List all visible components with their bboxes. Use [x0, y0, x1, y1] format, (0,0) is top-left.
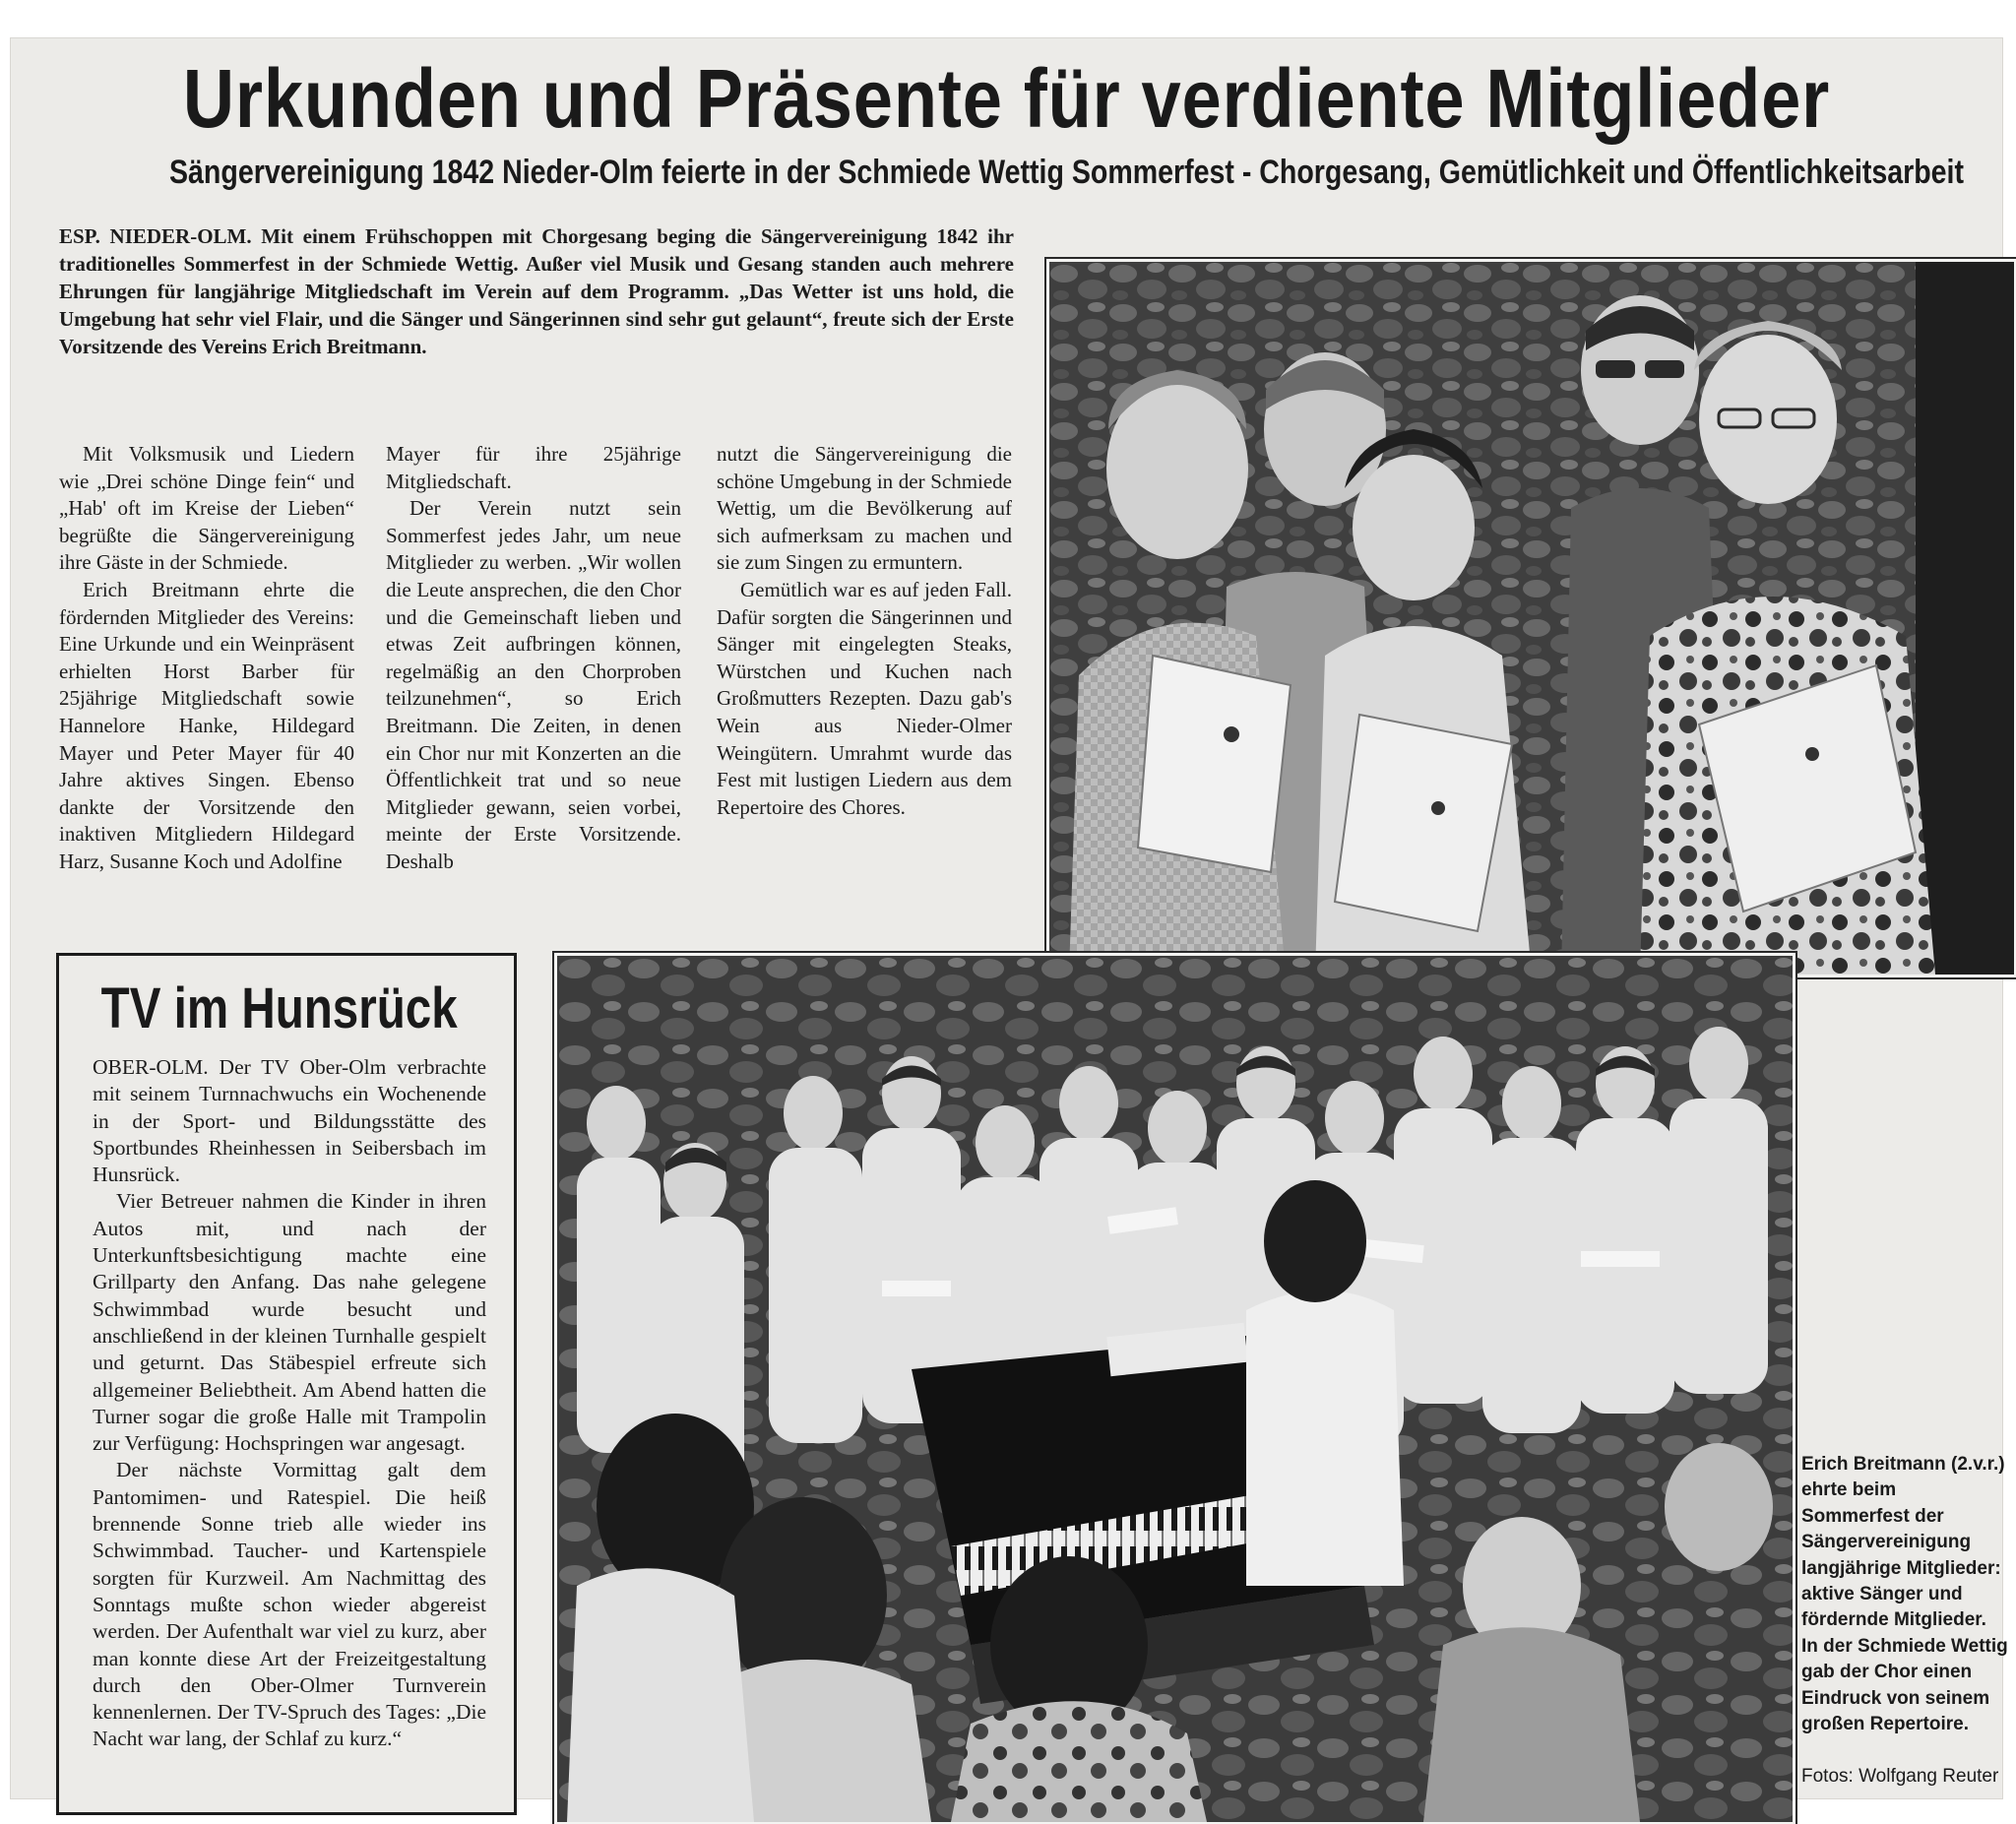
- photo-choir-piano-image: [557, 956, 1793, 1822]
- sidebar-title: TV im Hunsrück: [100, 976, 458, 1040]
- paragraph: Gemütlich war es auf jeden Fall. Dafür sorgten die Sängerinnen und Sänger mit eingelegten Steaks, Würstchen und Kuchen nach Großmutters Rezepten. Dazu gab's Wein aus Nieder-Olmer Weingütern. Umrahmt wurde das Fest mit lustigen Liedern aus dem Repertoire des Chores.: [717, 577, 1012, 819]
- photo-credit: Fotos: Wolfgang Reuter: [1801, 1766, 1999, 1787]
- paragraph: Der nächste Vormittag galt dem Pantomimen- und Ratespiel. Die heiß brennende Sonne trieb alle wieder ins Schwimmbad. Taucher- und Kartenspiele sorgten für Kurzweil. Am Nachmittag des Sonntags mußte schon wieder abgereist werden. Der Aufenthalt war viel zu kurz, aber man konnte diese Art der Freizeitgestaltung durch den Ober-Olmer Turnverein kennenlernen. Der TV-Spruch des Tages: „Die Nacht war lang, der Schlaf zu kurz.“: [93, 1458, 486, 1751]
- article-column-1: [59, 441, 354, 876]
- paragraph: Der Verein nutzt sein Sommerfest jedes Jahr, um neue Mitglieder zu werben. „Wir wollen die Leute ansprechen, die den Chor und die Gemeinschaft lieben und etwas Zeit aufbringen können, regelmäßig an den Chorproben teilzunehmen“, so Erich Breitmann. Die Zeiten, in denen ein Chor nur mit Konzerten an die Öffentlichkeit trat und so neue Mitglieder gewann, seien vorbei, meinte der Erste Vorsitzende. Deshalb: [386, 496, 681, 873]
- article-headline: Urkunden und Präsente für verdiente Mitglieder: [182, 52, 1831, 145]
- article-column-3: [717, 441, 1012, 821]
- article-column-2: [386, 441, 681, 876]
- photo-honored-members: [1046, 259, 2016, 977]
- article-subheadline: Sängervereinigung 1842 Nieder-Olm feierte in der Schmiede Wettig Sommerfest - Chorgesang, Gemütlichkeit und Öffentlichkeitsarbeit: [169, 154, 1964, 191]
- photo-honored-members-image: [1049, 262, 2014, 975]
- article-lead: ESP. NIEDER-OLM. Mit einem Frühschoppen mit Chorgesang beging die Sängervereinigung 1842 ihr traditionelles Sommerfest in der Schmiede Wettig. Außer viel Musik und Gesang standen auch mehrere Ehrungen für langjährige Mitgliedschaft im Verein auf dem Programm. „Das Wetter ist uns hold, die Umgebung hat sehr viel Flair, und die Sänger und Sängerinnen sind sehr gut gelaunt“, freute sich der Erste Vorsitzende des Vereins Erich Breitmann.: [59, 224, 1014, 358]
- paragraph: Mit Volksmusik und Liedern wie „Drei schöne Dinge fein“ und „Hab' oft im Kreise der Lieben“ begrüßte die Sängervereinigung ihre Gäste in der Schmiede.: [59, 442, 354, 575]
- newspaper-clipping: [10, 37, 2008, 1799]
- paragraph: Mayer für ihre 25jährige Mitgliedschaft.: [386, 442, 681, 493]
- paragraph: Vier Betreuer nahmen die Kinder in ihren Autos mit, und nach der Unterkunftsbesichtigung machte eine Grillparty den Anfang. Das nahe gelegene Schwimmbad wurde besucht und anschließend in der kleinen Turnhalle gespielt und geturnt. Das Stäbespiel erfreute sich allgemeiner Beliebtheit. Am Abend hatten die Turner sogar die große Halle mit Trampolin zur Verfügung: Hochspringen war angesagt.: [93, 1189, 486, 1456]
- sidebar-box: [56, 953, 517, 1815]
- paragraph: Erich Breitmann ehrte die fördernden Mitglieder des Vereins: Eine Urkunde und ein Weinpräsent erhielten Horst Barber für 25jährige Mitgliedschaft sowie Hannelore Hanke, Hildegard Mayer und Peter Mayer für 40 Jahre aktives Singen. Ebenso dankte der Vorsitzende den inaktiven Mitgliedern Hildegard Harz, Susanne Koch und Adolfine: [59, 577, 354, 873]
- photo-caption: Erich Breitmann (2.v.r.) ehrte beim Sommerfest der Sängervereinigung langjährige Mitglieder: aktive Sänger und fördernde Mitglieder. In der Schmiede Wettig gab der Chor einen Eindruck von seinem großen Repertoire.: [1801, 1454, 2008, 1735]
- sidebar-body: [93, 1054, 486, 1753]
- paragraph: nutzt die Sängervereinigung die schöne Umgebung in der Schmiede Wettig, um die Bevölkerung auf sich aufmerksam zu machen und sie zum Singen zu ermuntern.: [717, 442, 1012, 575]
- paragraph: OBER-OLM. Der TV Ober-Olm verbrachte mit seinem Turnnachwuchs ein Wochenende in der Sport- und Bildungsstätte des Sportbundes Rheinhessen in Seibersbach im Hunsrück.: [93, 1055, 486, 1187]
- photo-choir-piano: [554, 953, 1796, 1824]
